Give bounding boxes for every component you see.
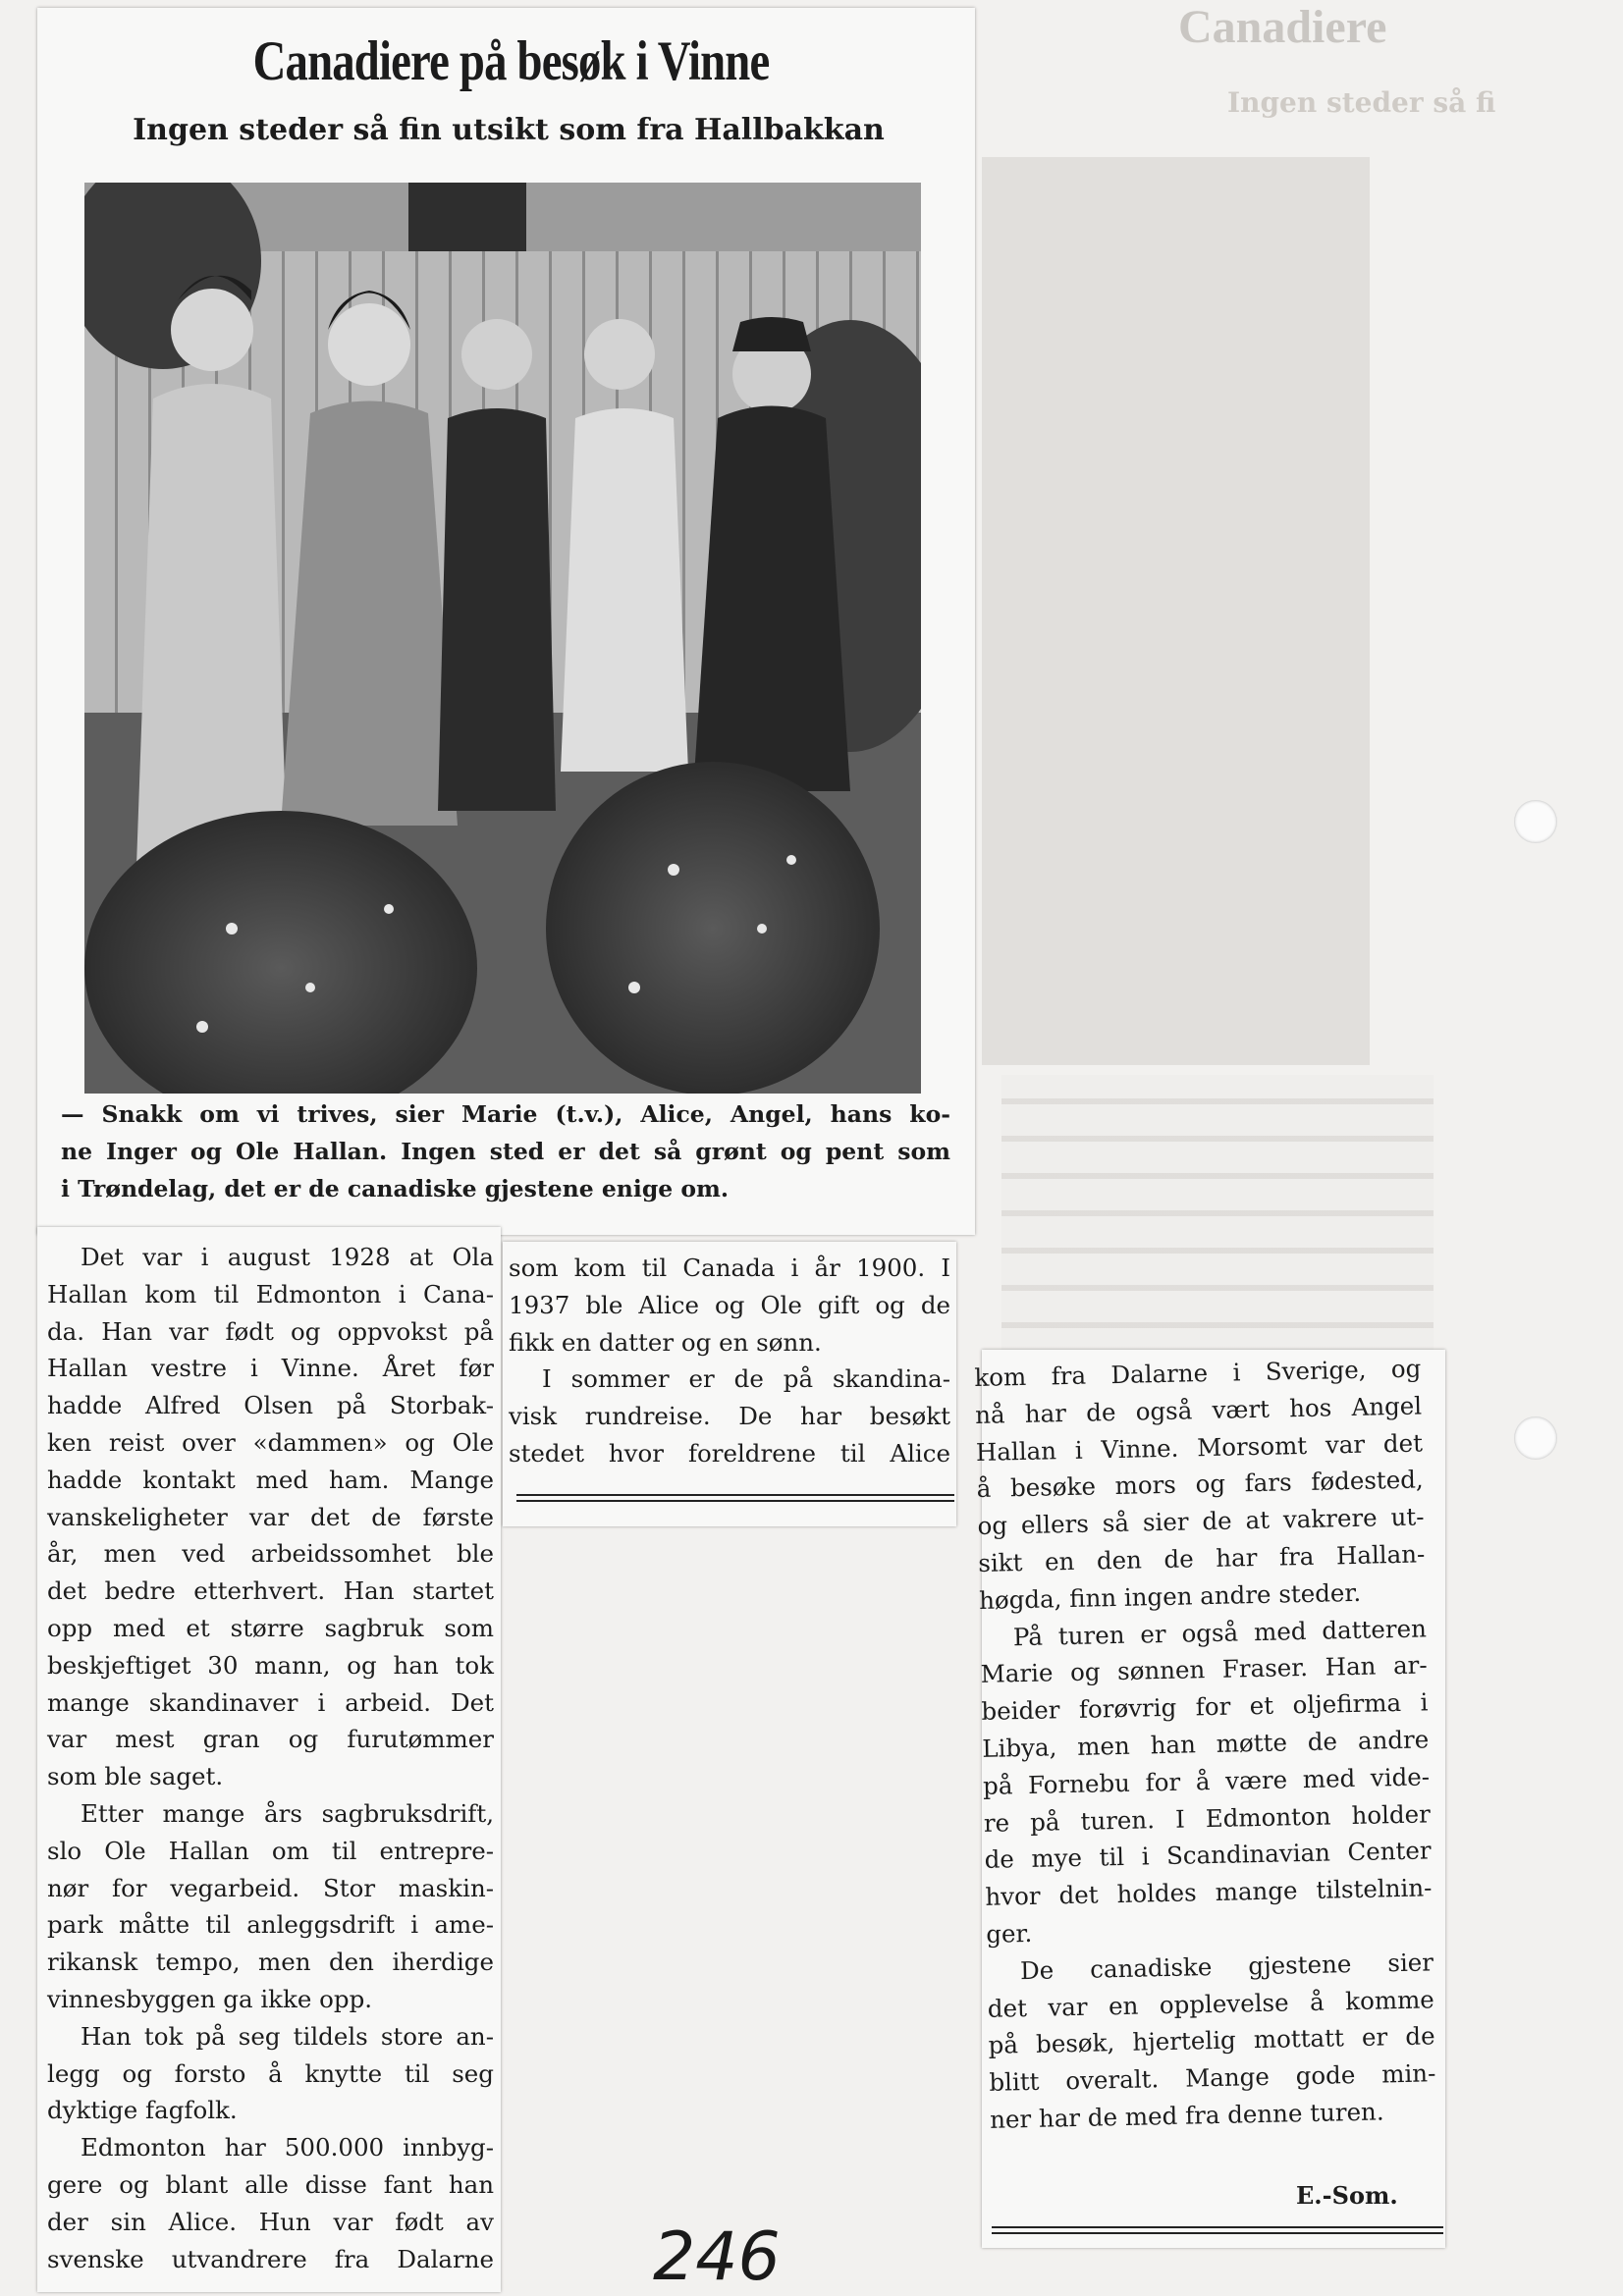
text-line: Hallan i Vinne. Morsomt var det — [975, 1428, 1424, 1467]
text-line: opp med et større sagbruk som — [47, 1613, 494, 1642]
ghost-subheadline: Ingen steder så fi — [1227, 86, 1496, 119]
text-line: beskjeftiget 30 mann, og han tok — [47, 1650, 494, 1680]
text-line: blitt overalt. Mange gode min- — [989, 2058, 1436, 2097]
article-column-1 — [47, 1239, 494, 2277]
text-line: stedet hvor foreldrene til Alice — [509, 1438, 950, 1468]
text-line: Edmonton har 500.000 innbyg- — [81, 2133, 494, 2163]
text-line: Det var i august 1928 at Ola — [81, 1243, 494, 1271]
group-photo — [84, 183, 921, 1094]
photo-caption — [61, 1095, 950, 1207]
text-line: re på turen. I Edmonton holder — [983, 1798, 1432, 1838]
text-line: og ellers så sier de at vakrere ut- — [977, 1502, 1425, 1541]
text-line: visk rundreise. De har besøkt — [509, 1402, 950, 1431]
text-line: på Fornebu for å være med vide- — [982, 1762, 1431, 1800]
text-line: å besøke mors og fars fødested, — [976, 1465, 1424, 1504]
text-line: på besøk, hjertelig mottatt er de — [988, 2021, 1435, 2060]
text-line: som ble saget. — [47, 1762, 224, 1791]
caption-line: i Trøndelag, det er de canadiske gjestene enige om. — [61, 1175, 730, 1202]
text-line: år, men ved arbeidssomhet ble — [47, 1539, 494, 1569]
handwritten-page-number: 246 — [653, 2218, 781, 2296]
text-line: På turen er også med datteren — [1012, 1613, 1428, 1651]
text-line: 1937 ble Alice og Ole gift og de — [509, 1290, 950, 1319]
text-line: Libya, men han møtte de andre — [981, 1725, 1430, 1763]
text-line: nør for vegarbeid. Stor maskin- — [47, 1873, 494, 1902]
text-line: De canadiske gjestene sier — [1019, 1948, 1434, 1985]
column-2-end-rule — [516, 1494, 954, 1496]
text-line: park måtte til anleggsdrift i ame- — [47, 1910, 494, 1940]
text-line: hadde kontakt med ham. Mange — [47, 1465, 494, 1494]
text-line: Etter mange års sagbruksdrift, — [81, 1798, 494, 1828]
text-line: fikk en datter og en sønn. — [509, 1327, 822, 1357]
text-line: Hallan vestre i Vinne. Året før — [47, 1354, 494, 1383]
text-line: ger. — [985, 1918, 1033, 1949]
text-line: var mest gran og furutømmer — [47, 1725, 494, 1754]
article-end-rule-double — [992, 2232, 1443, 2234]
text-line: vanskeligheter var det de første — [47, 1502, 494, 1531]
text-line: kom fra Dalarne i Sverige, og — [974, 1354, 1422, 1392]
article-subheadline: Ingen steder så fin utsikt som fra Hallbakkan — [133, 113, 885, 147]
text-line: da. Han var født og oppvokst på — [47, 1316, 494, 1346]
text-line: Hallan kom til Edmonton i Cana- — [47, 1279, 494, 1308]
text-line: de mye til i Scandinavian Center — [984, 1836, 1432, 1875]
text-line: sikt en den de har fra Hallan- — [978, 1539, 1426, 1577]
binder-hole-top — [1514, 800, 1557, 843]
text-line: svenske utvandrere fra Dalarne — [47, 2244, 494, 2273]
text-line: der sin Alice. Hun var født av — [47, 2207, 494, 2236]
text-line: nå har de også vært hos Angel — [974, 1391, 1423, 1429]
text-line: mange skandinaver i arbeid. Det — [47, 1687, 494, 1717]
text-line: det bedre etterhvert. Han startet — [47, 1576, 494, 1606]
article-end-rule — [992, 2226, 1443, 2228]
article-column-2 — [509, 1250, 950, 1472]
caption-line: ne Inger og Ole Hallan. Ingen sted er det så grønt og pent som — [61, 1138, 950, 1165]
article-column-3 — [974, 1350, 1437, 2138]
text-line: hvor det holdes mange tilstelnin- — [985, 1873, 1433, 1912]
text-line: gere og blant alle disse fant han — [47, 2169, 494, 2199]
text-line: vinnesbyggen ga ikke opp. — [47, 1984, 373, 2013]
group-photo-image — [84, 183, 921, 1094]
ghost-photo — [982, 157, 1370, 1065]
text-line: Han tok på seg tildels store an- — [81, 2021, 494, 2051]
text-line: høgda, finn ingen andre steder. — [978, 1577, 1362, 1615]
text-line: som kom til Canada i år 1900. I — [509, 1254, 950, 1282]
text-line: slo Ole Hallan om til entrepre- — [47, 1836, 494, 1865]
text-line: rikansk tempo, men den iherdige — [47, 1948, 494, 1977]
text-line: legg og forsto å knytte til seg — [47, 2058, 494, 2088]
binder-hole-bottom — [1514, 1416, 1557, 1460]
text-line: ner har de med fra denne turen. — [989, 2097, 1384, 2134]
text-line: Marie og sønnen Fraser. Han ar- — [980, 1650, 1428, 1689]
text-line: hadde Alfred Olsen på Storbak- — [47, 1391, 494, 1420]
ghost-headline: Canadiere — [1178, 1, 1387, 53]
text-line: I sommer er de på skandina- — [542, 1364, 950, 1394]
article-headline: Canadiere på besøk i Vinne — [252, 30, 770, 92]
caption-line: — Snakk om vi trives, sier Marie (t.v.), Alice, Angel, hans ko- — [61, 1100, 950, 1128]
text-line: det var en opplevelse å komme — [987, 1984, 1435, 2023]
article-byline: E.-Som. — [1296, 2181, 1398, 2210]
text-line: beider forøvrig for et oljefirma i — [981, 1687, 1429, 1727]
text-line: dyktige fagfolk. — [47, 2096, 238, 2125]
text-line: ken reist over «dammen» og Ole — [47, 1427, 494, 1457]
column-2-end-rule-double — [516, 1500, 954, 1502]
